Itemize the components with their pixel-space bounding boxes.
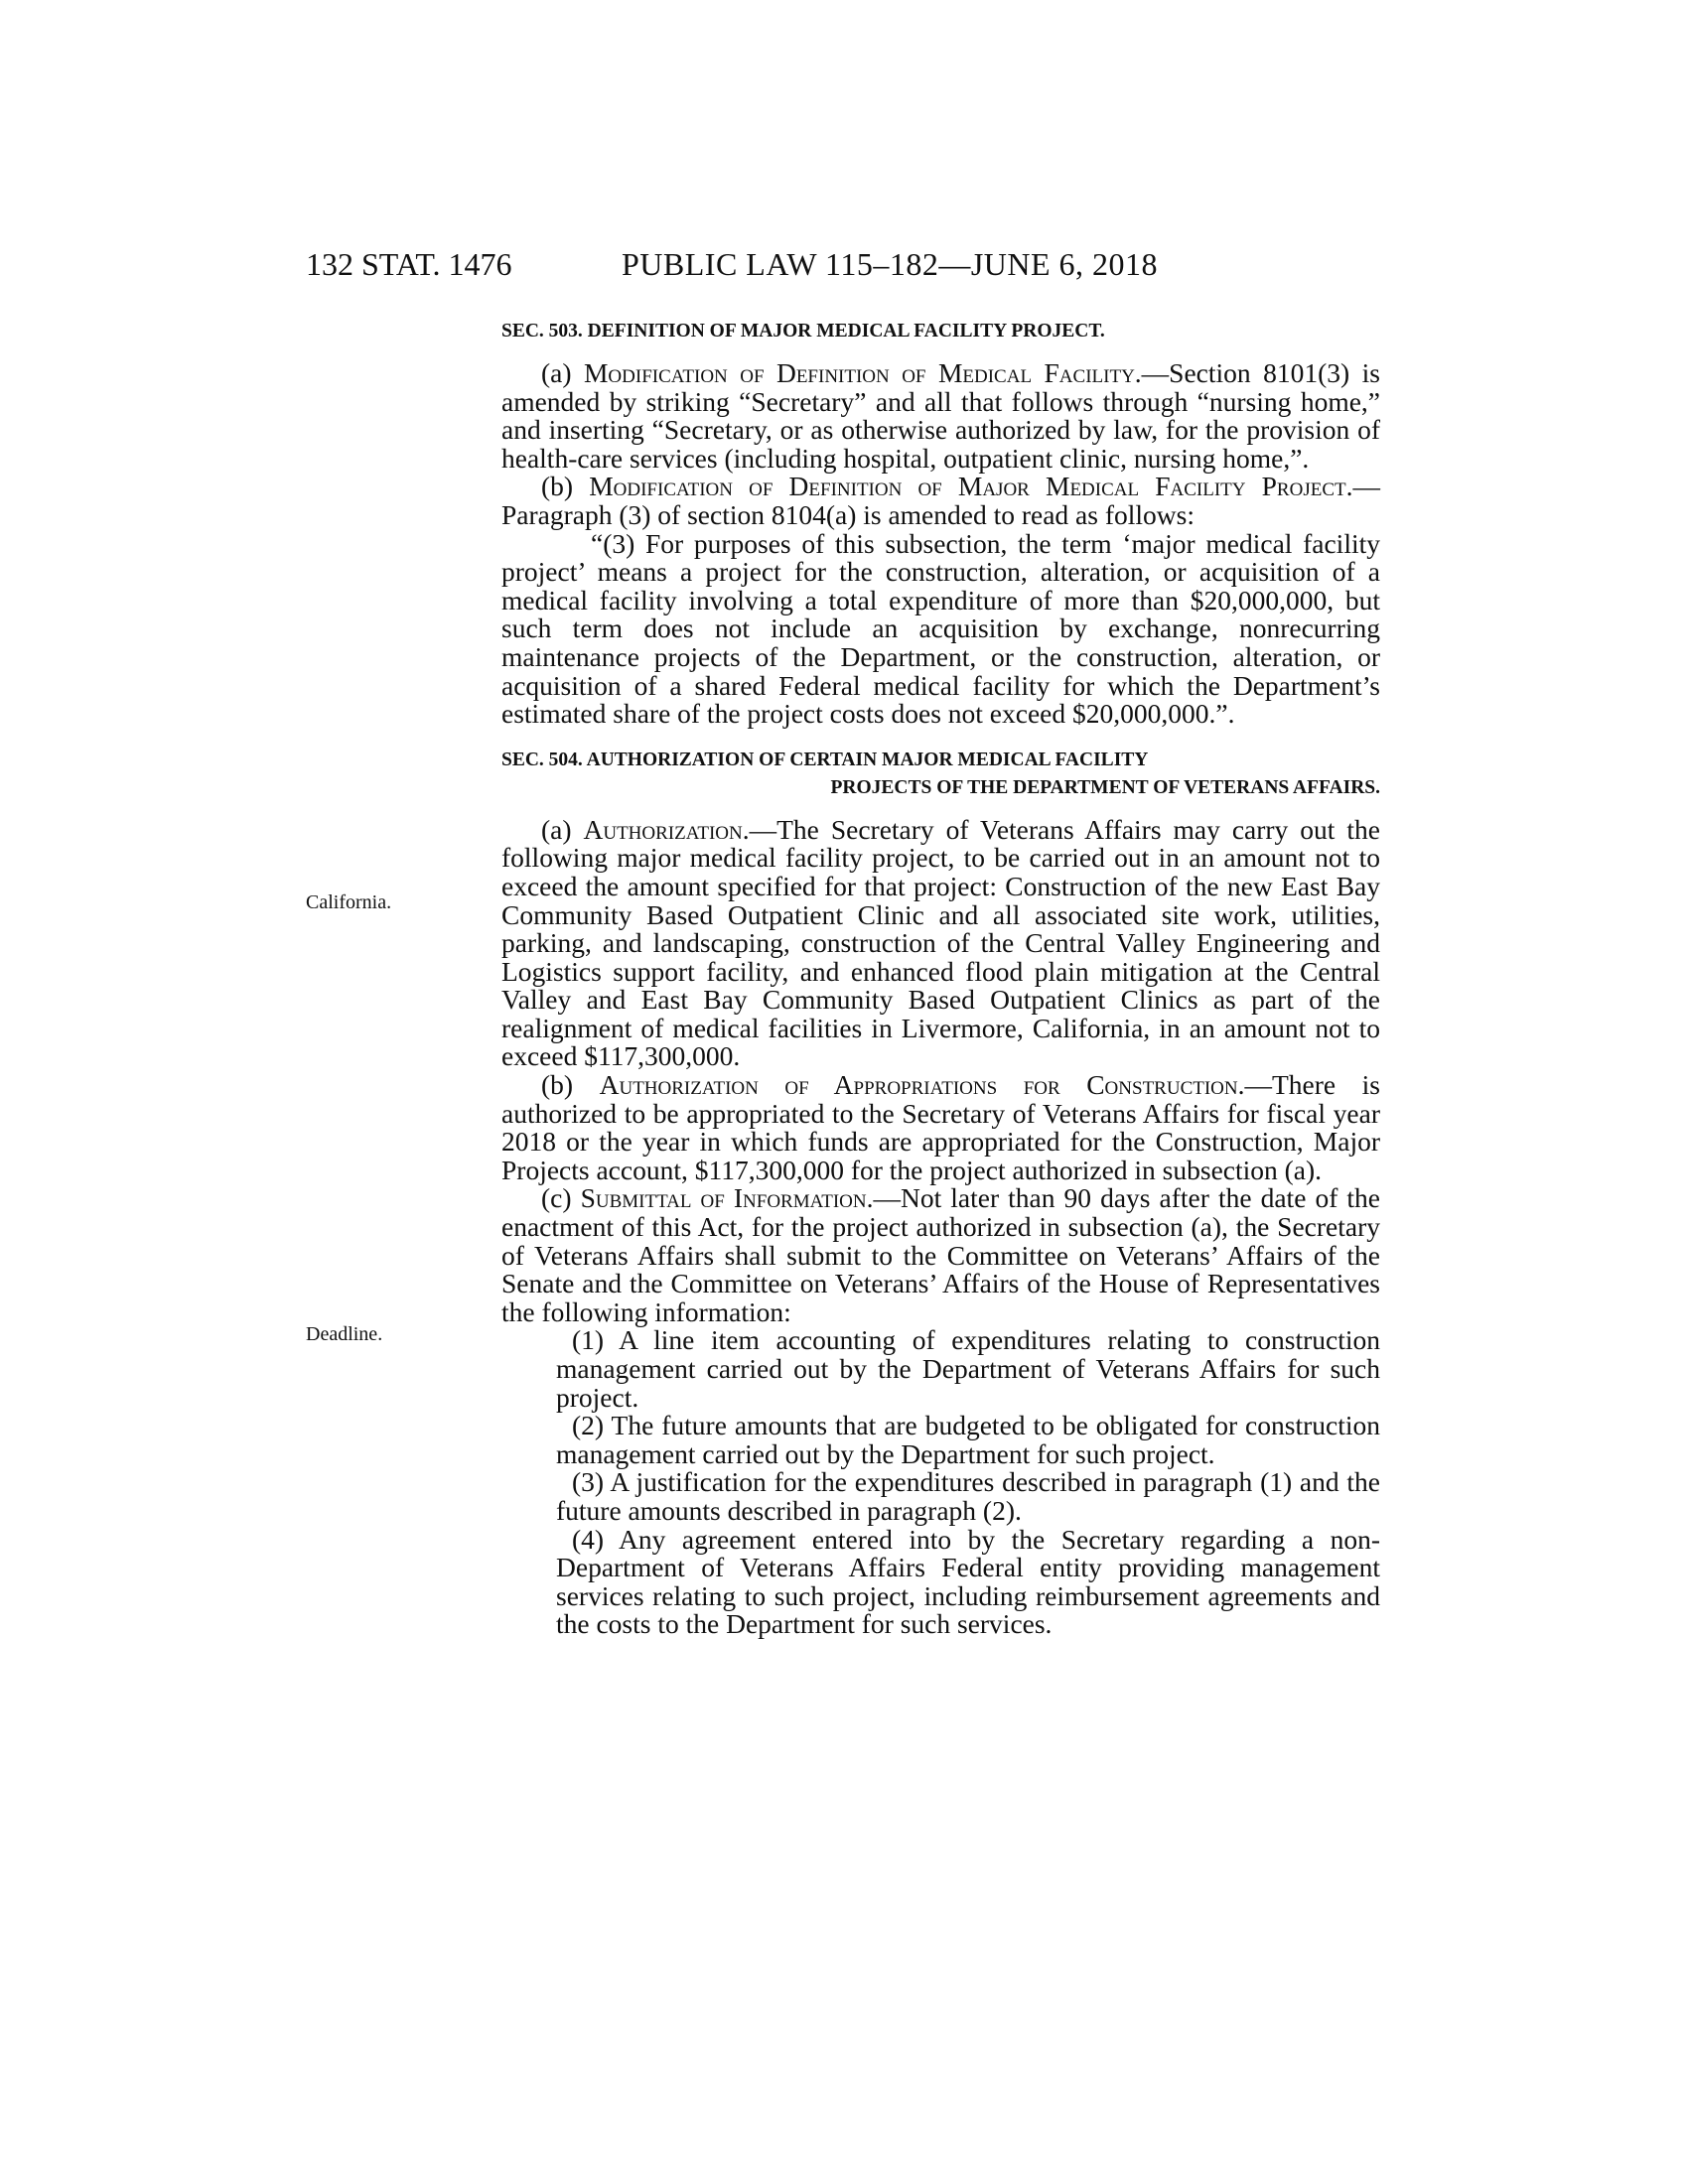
sec-503-subsection-b (501, 473, 1380, 529)
statute-page-reference: 132 STAT. 1476 (306, 246, 512, 282)
subsection-text: —There is authorized to be appropriated to the Secretary of Veterans Affairs for fiscal year 2018 or the year in which funds are appropriated for the Construction, Major Projects account, $117,300,000 for the project authorized in subsection (a). (501, 1069, 1380, 1185)
sec-504-subsection-c (501, 1184, 1380, 1326)
subsection-text: —Paragraph (3) of section 8104(a) is amended to read as follows: (501, 471, 1380, 530)
sec-503-subsection-a (501, 359, 1380, 473)
list-item: (4) Any agreement entered into by the Secretary regarding a non-Department of Veterans Affairs Federal entity providing management services relating to such project, including reimbursement agreements and the costs to the Department for such services. (556, 1523, 1380, 1640)
subsection-caption: Submittal of Information. (580, 1182, 874, 1214)
subsection-label: (c) (541, 1182, 581, 1214)
page-header (306, 246, 1358, 286)
subsection-text: —Section 8101(3) is amended by striking “Secretary” and all that follows through “nursing home,” and inserting “Secretary, or as otherwise authorized by law, for the provision of health-care services (including hospital, outpatient clinic, nursing home,”. (501, 357, 1380, 474)
subsection-text: —The Secretary of Veterans Affairs may carry out the following major medical facility project, to be carried out in an amount not to exceed the amount specified for that project: Construction of the new East Bay Community Based Outpatient Clinic and all associated site work, utilities, parking, and landscaping, construction of the Central Valley Engineering and Logistics support facility, and enhanced flood plain mitigation at the Central Valley and East Bay Community Based Outpatient Clinics as part of the realignment of medical facilities in Livermore, California, in an amount not to exceed $117,300,000. (501, 813, 1380, 1072)
sec-504-subsection-b (501, 1071, 1380, 1184)
sec-503-heading: SEC. 503. DEFINITION OF MAJOR MEDICAL FACILITY PROJECT. (501, 321, 1105, 341)
subsection-text: —Not later than 90 days after the date of the enactment of this Act, for the project authorized in subsection (a), the Secretary of Veterans Affairs shall submit to the Committee on Veterans’ Affairs of the Senate and the Committee on Veterans’ Affairs of the House of Representatives the following information: (501, 1182, 1380, 1327)
margin-note-deadline: Deadline. (306, 1323, 383, 1345)
subsection-caption: Modification of Definition of Major Medical Facility Project. (589, 471, 1353, 502)
running-head: PUBLIC LAW 115–182—JUNE 6, 2018 (622, 246, 1159, 282)
subsection-label: (b) (541, 471, 590, 502)
subsection-label: (a) (541, 357, 584, 388)
sec-504-heading (501, 747, 1380, 802)
subsection-label: (a) (541, 813, 584, 845)
sec-503-quoted-paragraph: “(3) For purposes of this subsection, the term ‘major medical facility project’ means a project for the construction, alteration, or acquisition of a medical facility involving a total expenditure of more than $20,000,000, but such term does not include an acquisition by exchange, nonrecurring maintenance projects of the Department, or the construction, alteration, or acquisition of a shared Federal medical facility for which the Department’s estimated share of the project costs does not exceed $20,000,000.”. (501, 527, 1380, 730)
list-item: (3) A justification for the expenditures described in paragraph (1) and the future amounts described in paragraph (2). (556, 1466, 1380, 1526)
sec-504-subsection-a (501, 813, 1380, 1072)
subsection-caption: Authorization. (583, 813, 750, 845)
sec-504-heading-line1: SEC. 504. AUTHORIZATION OF CERTAIN MAJOR MEDICAL FACILITY (501, 749, 1149, 770)
sec-504-heading-line2: PROJECTS OF THE DEPARTMENT OF VETERANS AFFAIRS. (830, 776, 1380, 798)
list-item: (2) The future amounts that are budgeted to be obligated for construction management carried out by the Department for such project. (556, 1410, 1380, 1469)
subsection-label: (b) (541, 1069, 600, 1101)
margin-note-california: California. (306, 891, 392, 913)
subsection-caption: Authorization of Appropriations for Construction. (599, 1069, 1245, 1101)
subsection-caption: Modification of Definition of Medical Facility. (583, 357, 1142, 388)
list-item: (1) A line item accounting of expenditures relating to construction management carried out by the Department of Veterans Affairs for such project. (556, 1324, 1380, 1413)
document-body (501, 318, 1380, 1639)
